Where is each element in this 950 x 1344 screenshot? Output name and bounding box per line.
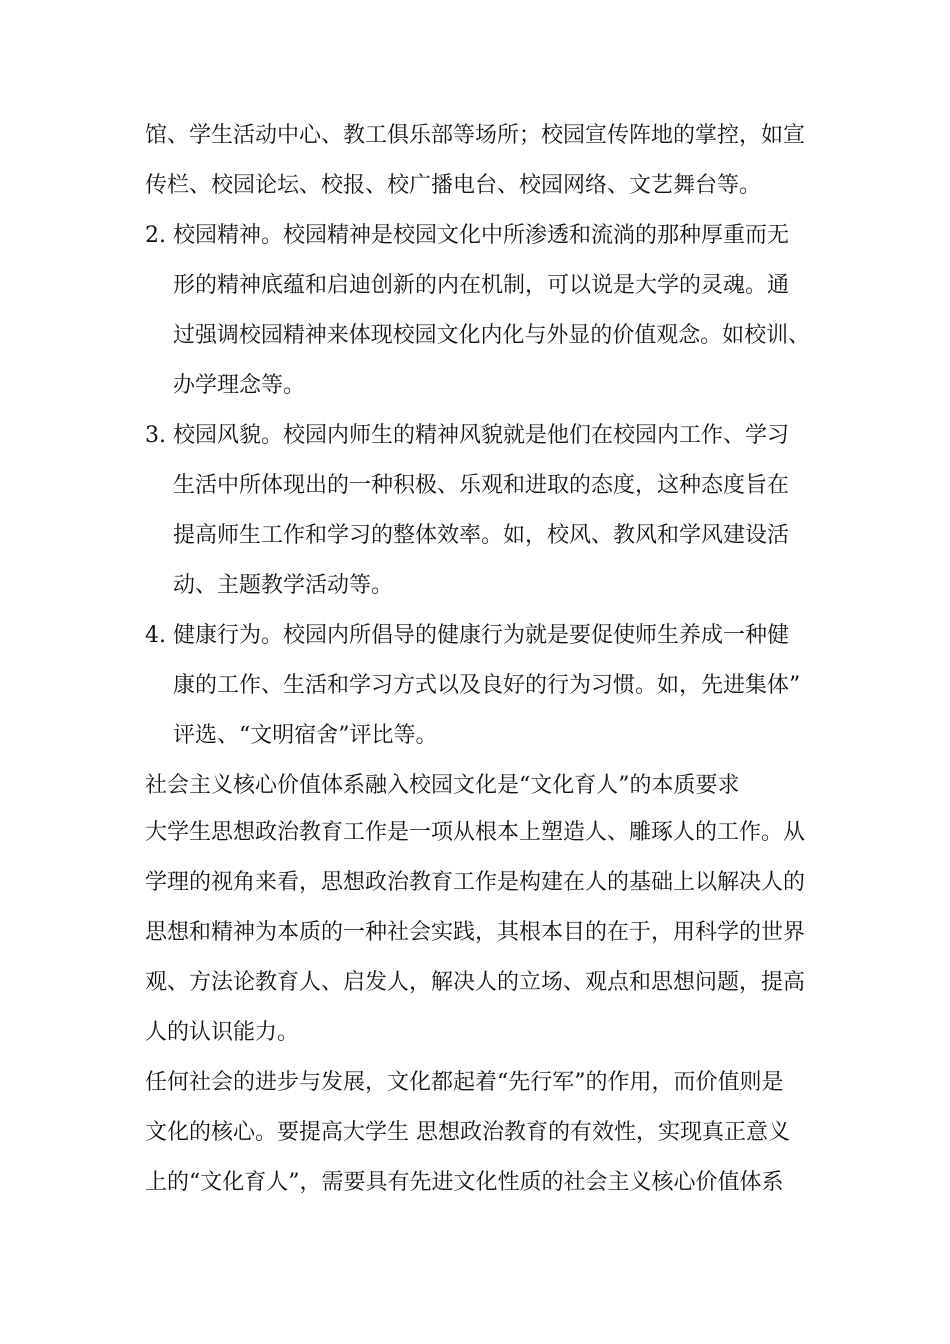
list-item-line: 健康行为。校园内所倡导的健康行为就是要促使师生养成一种健 [173,623,790,648]
paragraph-line: 大学生思想政治教育工作是一项从根本上塑造人、雕琢人的工作。从 [145,820,806,845]
list-item-line: 评选、“文明宿舍”评比等。 [173,723,438,748]
list-item-line: 办学理念等。 [173,373,306,398]
list-item-number: 4. [145,623,166,648]
list-item-line: 校园精神。校园精神是校园文化中所渗透和流淌的那种厚重而无 [173,223,790,248]
paragraph-line: 文化的核心。要提高大学生 思想政治教育的有效性，实现真正意义 [145,1120,790,1145]
list-item-line: 校园风貌。校园内师生的精神风貌就是他们在校园内工作、学习 [173,423,790,448]
paragraph-line: 人的认识能力。 [145,1020,300,1045]
list-item-number: 2. [145,223,166,248]
list-item-line: 提高师生工作和学习的整体效率。如，校风、教风和学风建设活 [173,523,790,548]
list-item-line: 康的工作、生活和学习方式以及良好的行为习惯。如，先进集体” [173,673,801,698]
intro-line: 传栏、校园论坛、校报、校广播电台、校园网络、文艺舞台等。 [145,173,762,198]
section-heading: 社会主义核心价值体系融入校园文化是“文化育人”的本质要求 [145,773,740,798]
paragraph-line: 上的“文化育人”，需要具有先进文化性质的社会主义核心价值体系 [145,1170,784,1195]
list-item-line: 动、主题教学活动等。 [173,573,394,598]
paragraph-line: 思想和精神为本质的一种社会实践，其根本目的在于，用科学的世界 [145,920,806,945]
paragraph-line: 学理的视角来看，思想政治教育工作是构建在人的基础上以解决人的 [145,870,806,895]
list-item-line: 生活中所体现出的一种积极、乐观和进取的态度，这种态度旨在 [173,473,790,498]
list-item-line: 过强调校园精神来体现校园文化内化与外显的价值观念。如校训、 [173,323,811,348]
list-item-line: 形的精神底蕴和启迪创新的内在机制，可以说是大学的灵魂。通 [173,273,790,298]
intro-line: 馆、学生活动中心、教工俱乐部等场所；校园宣传阵地的掌控，如宣 [145,123,806,148]
paragraph-line: 观、方法论教育人、启发人，解决人的立场、观点和思想问题，提高 [145,970,806,995]
paragraph-line: 任何社会的进步与发展，文化都起着“先行军”的作用，而价值则是 [145,1070,784,1095]
list-item-number: 3. [145,423,166,448]
